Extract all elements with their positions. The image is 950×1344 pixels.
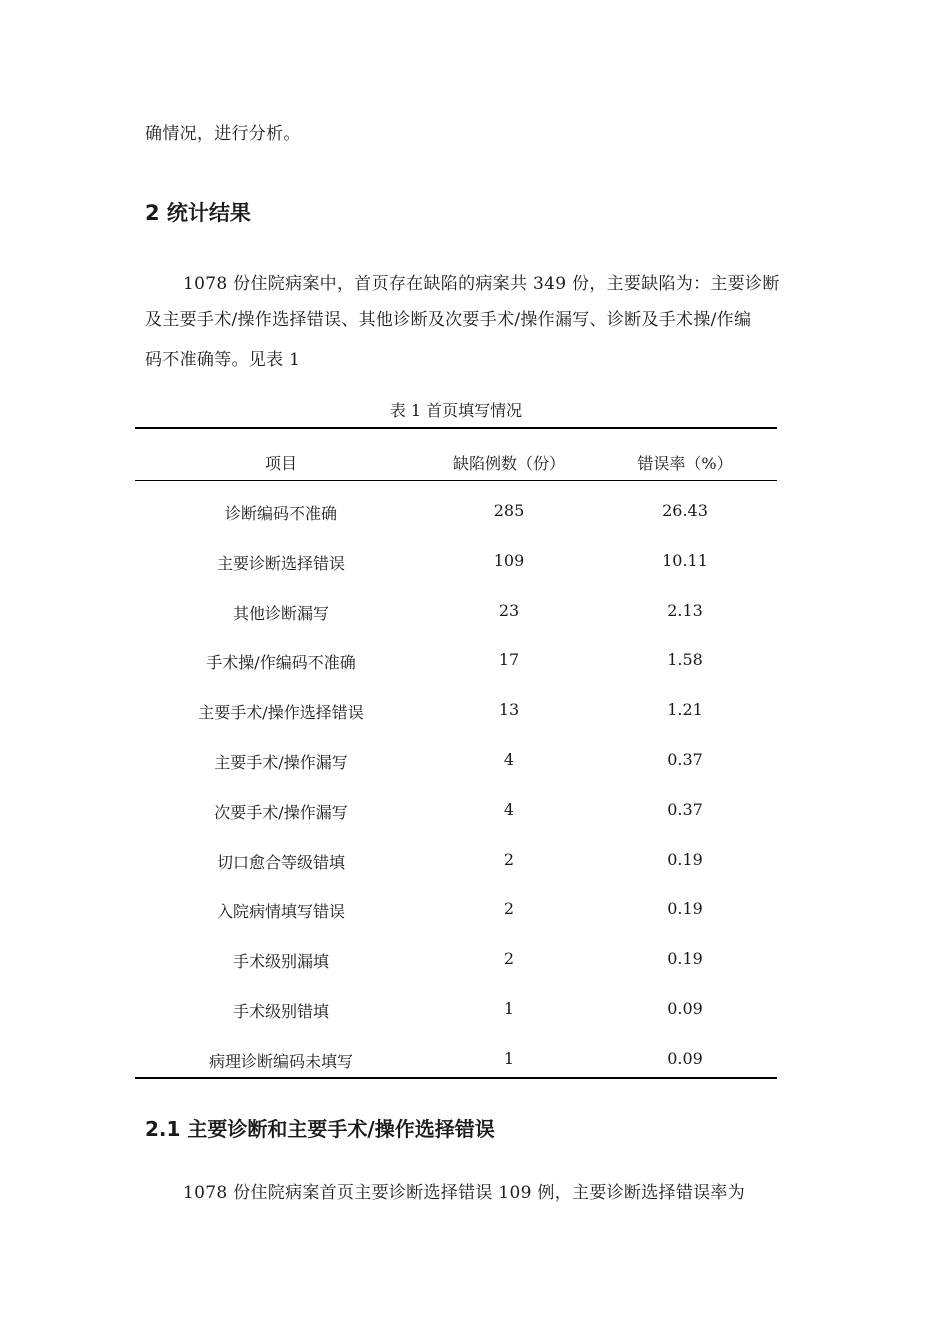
section-heading: 2 统计结果 <box>145 201 251 225</box>
table-cell: 109 <box>493 551 525 570</box>
table-cell: 0.19 <box>667 899 703 918</box>
table-cell: 0.19 <box>667 949 703 968</box>
column-header: 缺陷例数（份） <box>452 454 566 473</box>
table-cell: 0.09 <box>667 999 703 1018</box>
table-cell: 2 <box>503 899 515 918</box>
table-cell: 诊断编码不准确 <box>224 504 338 523</box>
table-cell: 2 <box>503 850 515 869</box>
table-cell: 主要诊断选择错误 <box>216 554 346 573</box>
column-header: 错误率（%） <box>637 454 733 473</box>
table-cell: 手术操/作编码不准确 <box>206 653 356 672</box>
table-cell: 23 <box>498 601 520 620</box>
paragraph-line: 1078 份住院病案首页主要诊断选择错误 109 例，主要诊断选择错误率为 <box>183 1183 746 1203</box>
table-cell: 4 <box>503 750 515 769</box>
table-top-rule <box>135 427 777 429</box>
table-bottom-rule <box>135 1077 777 1079</box>
table-cell: 1.58 <box>667 650 703 669</box>
table-cell: 主要手术/操作选择错误 <box>198 703 364 722</box>
table-cell: 13 <box>498 700 520 719</box>
table-cell: 主要手术/操作漏写 <box>214 753 348 772</box>
subsection-heading: 2.1 主要诊断和主要手术/操作选择错误 <box>145 1117 495 1141</box>
paragraph-line: 码不准确等。见表 1 <box>145 350 301 370</box>
table-cell: 285 <box>493 501 525 520</box>
table-cell: 0.09 <box>667 1049 703 1068</box>
table-cell: 病理诊断编码未填写 <box>208 1052 354 1071</box>
table-cell: 1 <box>503 1049 515 1068</box>
table-header-rule <box>135 480 777 481</box>
table-cell: 手术级别错填 <box>232 1002 330 1021</box>
paragraph-line: 1078 份住院病案中，首页存在缺陷的病案共 349 份，主要缺陷为：主要诊断 <box>183 274 780 294</box>
table-cell: 次要手术/操作漏写 <box>214 803 348 822</box>
table-cell: 切口愈合等级错填 <box>216 853 346 872</box>
table-cell: 1 <box>503 999 515 1018</box>
table-cell: 17 <box>498 650 520 669</box>
table-cell: 2 <box>503 949 515 968</box>
table-cell: 入院病情填写错误 <box>216 902 346 921</box>
table-cell: 0.19 <box>667 850 703 869</box>
table-cell: 1.21 <box>667 700 703 719</box>
table-cell: 2.13 <box>667 601 703 620</box>
table-cell: 26.43 <box>662 501 708 520</box>
table-cell: 0.37 <box>667 750 703 769</box>
paragraph-line: 及主要手术/操作选择错误、其他诊断及次要手术/操作漏写、诊断及手术操/作编 <box>145 310 752 330</box>
table-caption: 表 1 首页填写情况 <box>389 401 523 420</box>
table-cell: 手术级别漏填 <box>232 952 330 971</box>
table-cell: 其他诊断漏写 <box>232 604 330 623</box>
table-cell: 4 <box>503 800 515 819</box>
table-cell: 0.37 <box>667 800 703 819</box>
table-cell: 10.11 <box>662 551 708 570</box>
intro-text-tail: 确情况，进行分析。 <box>145 124 301 144</box>
column-header: 项目 <box>264 454 298 473</box>
